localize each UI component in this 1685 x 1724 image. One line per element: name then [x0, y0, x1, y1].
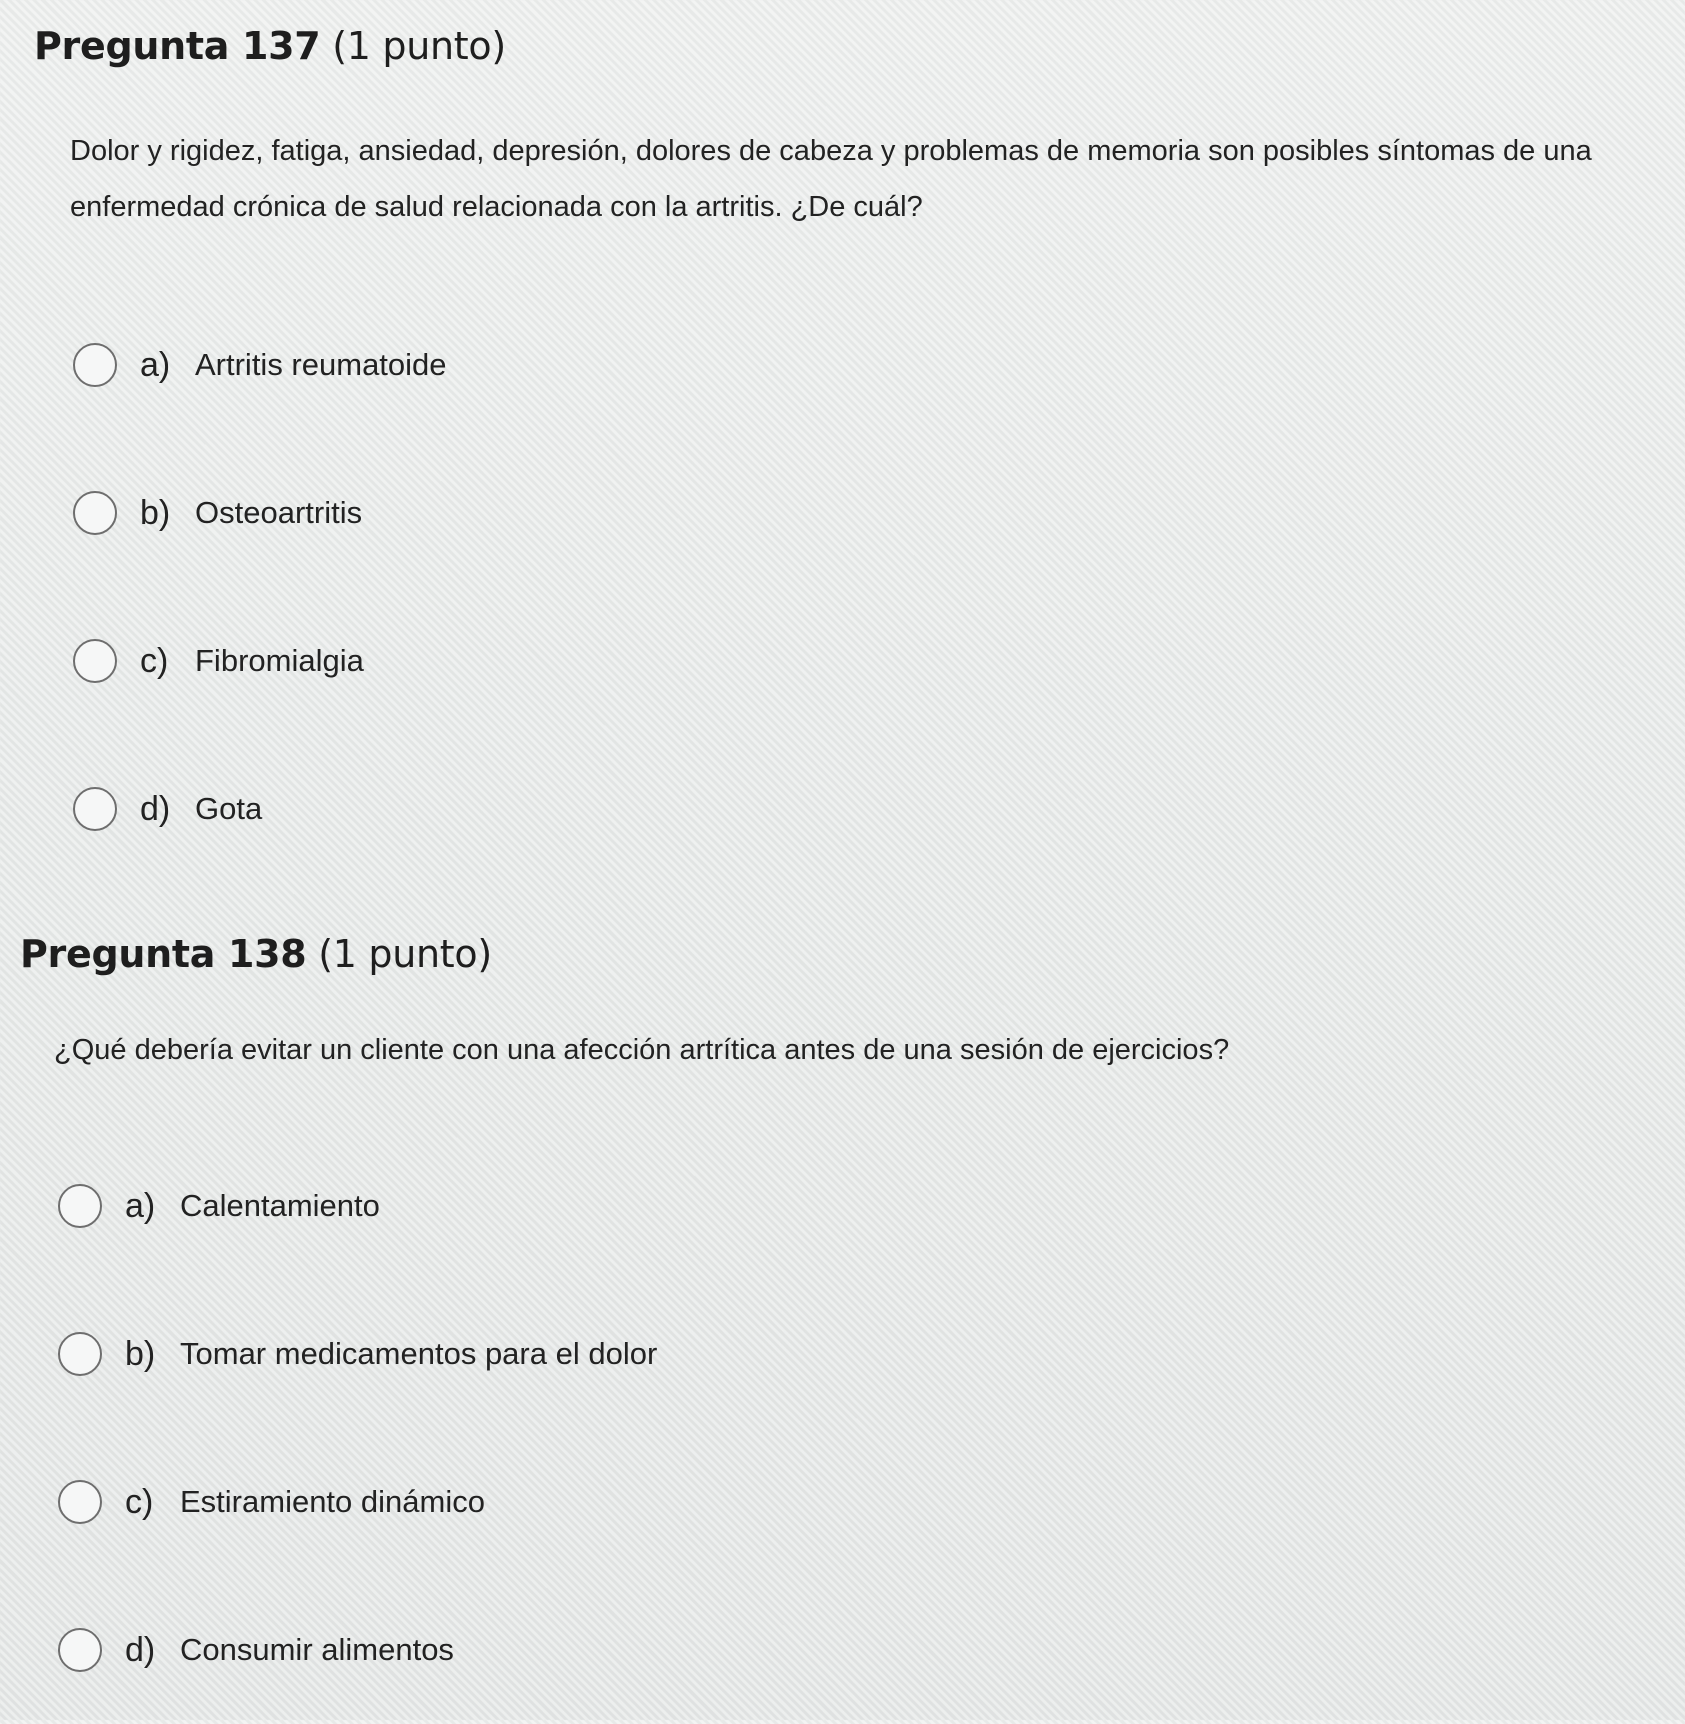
option-label[interactable]: Estiramiento dinámico	[180, 1484, 485, 1519]
option-letter: d)	[140, 789, 171, 828]
question-title	[20, 932, 1620, 976]
radio-button[interactable]	[73, 343, 117, 387]
option-letter: b)	[140, 493, 171, 532]
question-points: (1 punto)	[332, 24, 506, 68]
option-letter: b)	[125, 1334, 156, 1373]
question-number: Pregunta 137	[34, 24, 321, 68]
question-title	[34, 24, 1634, 68]
radio-button[interactable]	[58, 1332, 102, 1376]
option-label[interactable]: Tomar medicamentos para el dolor	[180, 1336, 658, 1371]
radio-button[interactable]	[73, 491, 117, 535]
option-label[interactable]: Fibromialgia	[195, 643, 364, 678]
option-d[interactable]	[73, 735, 1634, 883]
option-label[interactable]: Consumir alimentos	[180, 1632, 454, 1667]
option-label[interactable]: Gota	[195, 791, 263, 826]
option-letter: a)	[140, 345, 171, 384]
option-a[interactable]	[73, 291, 1634, 439]
question-text: Dolor y rigidez, fatiga, ansiedad, depresión, dolores de cabeza y problemas de memoria son posibles síntomas de una enfermedad crónica de salud relacionada con la artritis. ¿De cuál?	[70, 135, 1592, 223]
radio-button[interactable]	[58, 1184, 102, 1228]
question-138	[20, 932, 1620, 1724]
option-c[interactable]	[58, 1428, 1620, 1576]
answer-options	[73, 291, 1634, 883]
option-d[interactable]	[58, 1576, 1620, 1724]
option-a[interactable]	[58, 1132, 1620, 1280]
question-number: Pregunta 138	[20, 932, 307, 976]
question-137	[34, 24, 1634, 883]
option-b[interactable]	[73, 439, 1634, 587]
radio-button[interactable]	[73, 787, 117, 831]
question-points: (1 punto)	[318, 932, 492, 976]
option-c[interactable]	[73, 587, 1634, 735]
question-text: ¿Qué debería evitar un cliente con una afección artrítica antes de una sesión de ejercicios?	[54, 1034, 1230, 1066]
option-letter: d)	[125, 1630, 156, 1669]
answer-options	[58, 1132, 1620, 1724]
radio-button[interactable]	[58, 1628, 102, 1672]
option-label[interactable]: Calentamiento	[180, 1188, 380, 1223]
option-label[interactable]: Artritis reumatoide	[195, 347, 447, 382]
option-label[interactable]: Osteoartritis	[195, 495, 363, 530]
option-letter: c)	[125, 1482, 154, 1521]
radio-button[interactable]	[73, 639, 117, 683]
radio-button[interactable]	[58, 1480, 102, 1524]
option-letter: a)	[125, 1186, 156, 1225]
option-letter: c)	[140, 641, 169, 680]
option-b[interactable]	[58, 1280, 1620, 1428]
